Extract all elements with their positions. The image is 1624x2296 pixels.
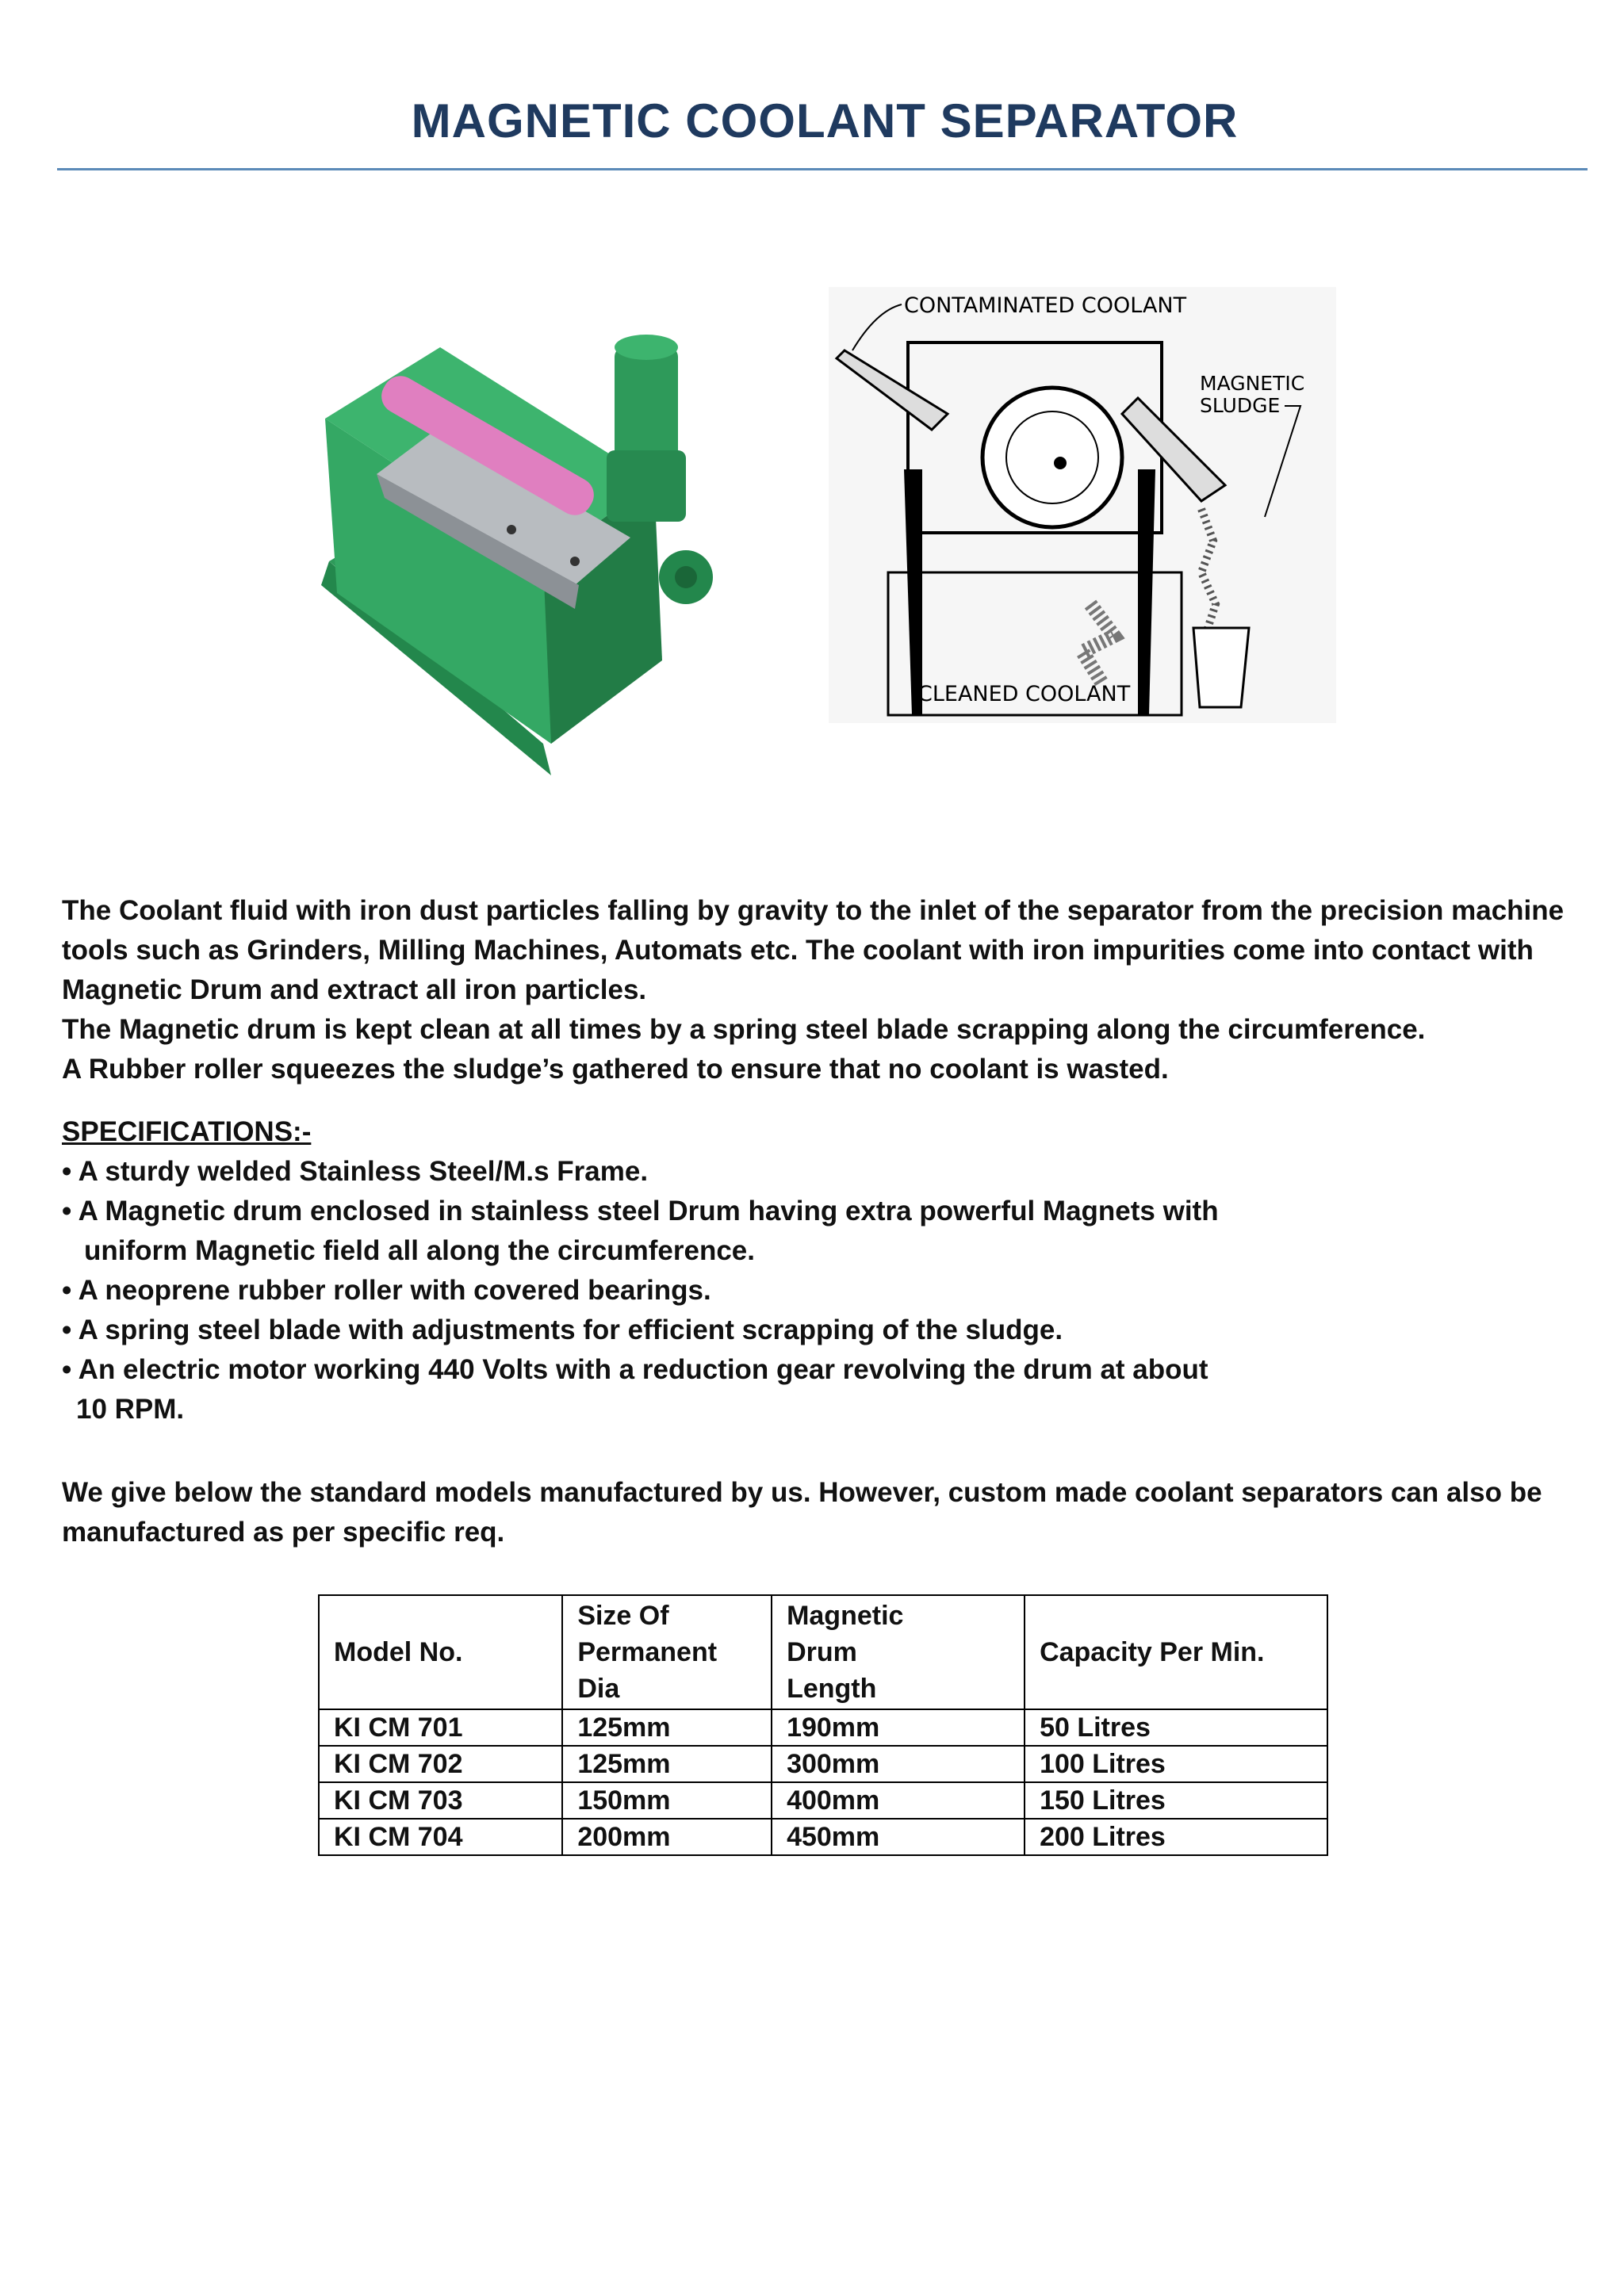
intro-text [62, 891, 1584, 1089]
intro-paragraph-3: A Rubber roller squeezes the sludge’s gathered to ensure that no coolant is wasted. [62, 1054, 1169, 1085]
spec-item: • A Magnetic drum enclosed in stainless steel Drum having extra powerful Magnets with [62, 1196, 1219, 1226]
spec-item-continuation: 10 RPM. [76, 1394, 185, 1425]
cell-model: KI CM 702 [319, 1746, 562, 1782]
header-line: Length [787, 1674, 877, 1704]
closing-text: We give below the standard models manufactured by us. However, custom made coolant separators can also be manufactured as per specific req. [62, 1477, 1542, 1548]
cell-model: KI CM 703 [319, 1782, 562, 1819]
table-row [319, 1746, 1327, 1782]
cell-length: 400mm [772, 1782, 1025, 1819]
header-line: Permanent [577, 1637, 718, 1667]
diagram-label-sludge: SLUDGE [1200, 394, 1281, 417]
separator-diagram [829, 287, 1336, 723]
cell-length: 190mm [772, 1709, 1025, 1746]
diagram-label-contaminated: CONTAMINATED COOLANT [904, 293, 1187, 318]
models-table [318, 1594, 1328, 1856]
cell-dia: 125mm [562, 1709, 772, 1746]
diagram-label-magnetic: MAGNETIC [1200, 372, 1305, 395]
page-title: MAGNETIC COOLANT SEPARATOR [411, 94, 1239, 147]
intro-paragraph-2: The Magnetic drum is kept clean at all times by a spring steel blade scrapping along the circumference. [62, 1014, 1426, 1045]
table-row [319, 1709, 1327, 1746]
machine-photo [313, 300, 733, 775]
cell-dia: 150mm [562, 1782, 772, 1819]
header-line: Dia [577, 1674, 620, 1704]
cell-capacity: 150 Litres [1025, 1782, 1327, 1819]
header-line: Size Of [577, 1601, 669, 1631]
cell-model: KI CM 701 [319, 1709, 562, 1746]
specifications-heading: SPECIFICATIONS:- [62, 1116, 312, 1147]
header-capacity: Capacity Per Min. [1025, 1595, 1327, 1709]
header-drum-length [772, 1595, 1025, 1709]
title-underline [57, 168, 1588, 170]
spec-item-continuation: uniform Magnetic field all along the circumference. [84, 1235, 755, 1266]
spec-item: • An electric motor working 440 Volts with a reduction gear revolving the drum at about [62, 1354, 1208, 1385]
cell-dia: 200mm [562, 1819, 772, 1855]
spec-item: • A spring steel blade with adjustments for efficient scrapping of the sludge. [62, 1314, 1063, 1345]
table-header-row [319, 1595, 1327, 1709]
table-row [319, 1819, 1327, 1855]
cell-capacity: 200 Litres [1025, 1819, 1327, 1855]
diagram-label-cleaned: CLEANED COOLANT [917, 682, 1131, 706]
cell-capacity: 100 Litres [1025, 1746, 1327, 1782]
cell-length: 450mm [772, 1819, 1025, 1855]
cell-model: KI CM 704 [319, 1819, 562, 1855]
spec-item: • A sturdy welded Stainless Steel/M.s Frame. [62, 1156, 649, 1187]
intro-paragraph-1: The Coolant fluid with iron dust particles falling by gravity to the inlet of the separator from the precision machine tools such as Grinders, Milling Machines, Automats etc. The coolant with iron impurities come into contact with Magnetic Drum and extract all iron particles. [62, 895, 1565, 1005]
cell-capacity: 50 Litres [1025, 1709, 1327, 1746]
spec-item: • A neoprene rubber roller with covered bearings. [62, 1275, 711, 1306]
header-model-no: Model No. [319, 1595, 562, 1709]
table-row [319, 1782, 1327, 1819]
cell-dia: 125mm [562, 1746, 772, 1782]
specifications [62, 1112, 1584, 1429]
header-line: Drum [787, 1637, 857, 1667]
header-permanent-dia [562, 1595, 772, 1709]
cell-length: 300mm [772, 1746, 1025, 1782]
header-line: Magnetic [787, 1601, 904, 1631]
